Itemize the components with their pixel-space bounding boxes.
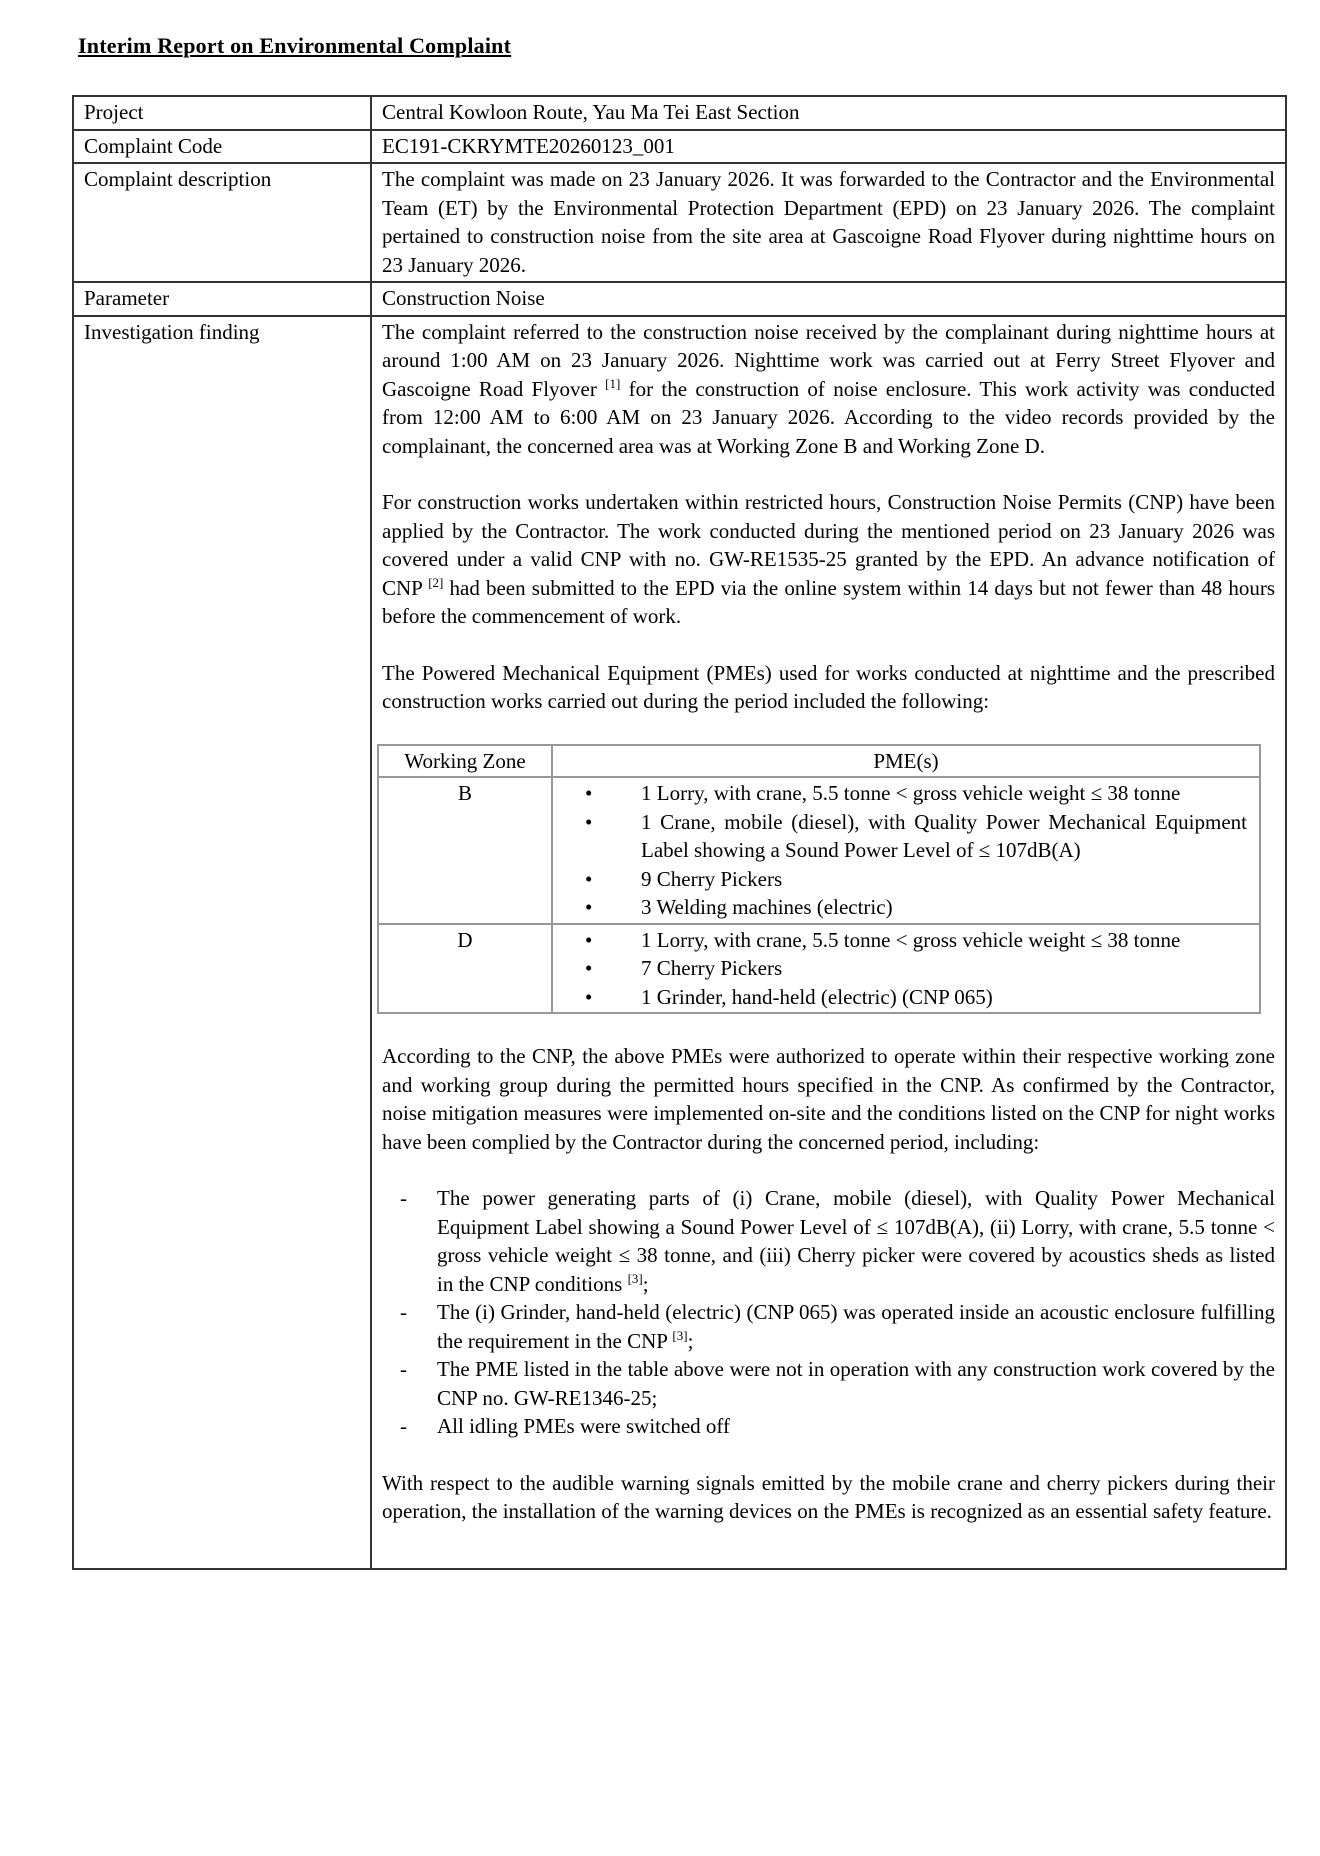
bullet-icon: • bbox=[585, 781, 593, 805]
investigation-finding-value bbox=[371, 316, 1286, 1569]
zone-b-pme-list bbox=[552, 777, 1260, 924]
table-row-project bbox=[73, 96, 1286, 130]
zone-d-pme-list bbox=[552, 924, 1260, 1014]
project-value: Central Kowloon Route, Yau Ma Tei East Section bbox=[371, 96, 1286, 130]
pme-header-working-zone: Working Zone bbox=[378, 745, 552, 778]
list-item: • 1 Grinder, hand-held (electric) (CNP 065) bbox=[557, 983, 1255, 1012]
pme-header-pmes: PME(s) bbox=[552, 745, 1260, 778]
investigation-paragraph-4: According to the CNP, the above PMEs were authorized to operate within their respective working zone and working group during the permitted hours specified in the CNP. As confirmed by the Contractor, noise mitigation measures were implemented on-site and the conditions listed on the CNP for night works have been complied by the Contractor during the concerned period, including: bbox=[382, 1044, 1275, 1154]
list-item: • 7 Cherry Pickers bbox=[557, 954, 1255, 983]
zone-b-label: B bbox=[378, 777, 552, 924]
pme-row-zone-b bbox=[378, 777, 1260, 924]
complaint-code-value: EC191-CKRYMTE20260123_001 bbox=[371, 130, 1286, 164]
dash-icon: - bbox=[400, 1186, 407, 1210]
list-item: - All idling PMEs were switched off bbox=[382, 1412, 1275, 1441]
pme-table bbox=[377, 744, 1261, 1015]
dash-icon: - bbox=[400, 1414, 407, 1438]
table-row-investigation-finding bbox=[73, 316, 1286, 1569]
parameter-value: Construction Noise bbox=[371, 282, 1286, 316]
complaint-description-value: The complaint was made on 23 January 2026. It was forwarded to the Contractor and the Environmental Team (ET) by the Environmental Protection Department (EPD) on 23 January 2026. The complaint pertained to construction noise from the site area at Gascoigne Road Flyover during nighttime hours on 23 January 2026. bbox=[371, 163, 1286, 282]
bullet-icon: • bbox=[585, 956, 593, 980]
table-row-complaint-description bbox=[73, 163, 1286, 282]
list-item: • 1 Lorry, with crane, 5.5 tonne < gross vehicle weight ≤ 38 tonne bbox=[557, 926, 1255, 955]
list-item: • 3 Welding machines (electric) bbox=[557, 893, 1255, 922]
bullet-icon: • bbox=[585, 984, 593, 1009]
pme-table-header-row bbox=[378, 745, 1260, 778]
bullet-icon: • bbox=[585, 809, 593, 834]
zone-d-label: D bbox=[378, 924, 552, 1014]
complaint-code-label: Complaint Code bbox=[73, 130, 371, 164]
bullet-icon: • bbox=[585, 927, 593, 952]
table-row-parameter bbox=[73, 282, 1286, 316]
bullet-icon: • bbox=[585, 866, 593, 891]
page-title: Interim Report on Environmental Complaint bbox=[78, 33, 512, 58]
dash-icon: - bbox=[400, 1300, 407, 1324]
investigation-paragraph-3: The Powered Mechanical Equipment (PMEs) used for works conducted at nighttime and the prescribed construction works carried out during the period included the following: bbox=[382, 660, 1275, 713]
investigation-paragraph-2: For construction works undertaken within restricted hours, Construction Noise Permits (CNP) have been applied by the Contractor. The work conducted during the mentioned period on 23 January 2026 was covered under a valid CNP with no. GW-RE1535-25 granted by the EPD. An advance notification of CNP [2] had been submitted to the EPD via the online system within 14 days but not fewer than 48 hours before the commencement of work. bbox=[382, 490, 1275, 628]
mitigation-measures-list bbox=[382, 1184, 1275, 1441]
list-item: - The (i) Grinder, hand-held (electric) (CNP 065) was operated inside an acoustic enclosure fulfilling the requirement in the CNP [3]; bbox=[382, 1298, 1275, 1355]
list-item: • 9 Cherry Pickers bbox=[557, 865, 1255, 894]
bullet-icon: • bbox=[585, 895, 593, 919]
investigation-finding-label: Investigation finding bbox=[73, 316, 371, 1569]
investigation-paragraph-1: The complaint referred to the construction noise received by the complainant during nighttime hours at around 1:00 AM on 23 January 2026. Nighttime work was carried out at Ferry Street Flyover and Gascoigne Road Flyover [1] for the construction of noise enclosure. This work activity was conducted from 12:00 AM to 6:00 AM on 23 January 2026. According to the video records provided by the complainant, the concerned area was at Working Zone B and Working Zone D. bbox=[382, 319, 1275, 458]
parameter-label: Parameter bbox=[73, 282, 371, 316]
dash-icon: - bbox=[400, 1357, 407, 1381]
table-row-complaint-code bbox=[73, 130, 1286, 164]
list-item: - The power generating parts of (i) Crane, mobile (diesel), with Quality Power Mechanical Equipment Label showing a Sound Power Level of ≤ 107dB(A), (ii) Lorry, with crane, 5.5 tonne < gross vehicle weight ≤ 38 tonne, and (iii) Cherry picker were covered by acoustics sheds as listed in the CNP conditions [3]; bbox=[382, 1184, 1275, 1298]
project-label: Project bbox=[73, 96, 371, 130]
list-item: • 1 Lorry, with crane, 5.5 tonne < gross vehicle weight ≤ 38 tonne bbox=[557, 779, 1255, 808]
investigation-paragraph-5: With respect to the audible warning signals emitted by the mobile crane and cherry pickers during their operation, the installation of the warning devices on the PMEs is recognized as an essential safety feature. bbox=[382, 1470, 1275, 1523]
list-item: - The PME listed in the table above were not in operation with any construction work covered by the CNP no. GW-RE1346-25; bbox=[382, 1355, 1275, 1412]
list-item: • 1 Crane, mobile (diesel), with Quality Power Mechanical Equipment Label showing a Sound Power Level of ≤ 107dB(A) bbox=[557, 808, 1255, 865]
pme-row-zone-d bbox=[378, 924, 1260, 1014]
complaint-report-table bbox=[72, 95, 1287, 1570]
complaint-description-label: Complaint description bbox=[73, 163, 371, 282]
